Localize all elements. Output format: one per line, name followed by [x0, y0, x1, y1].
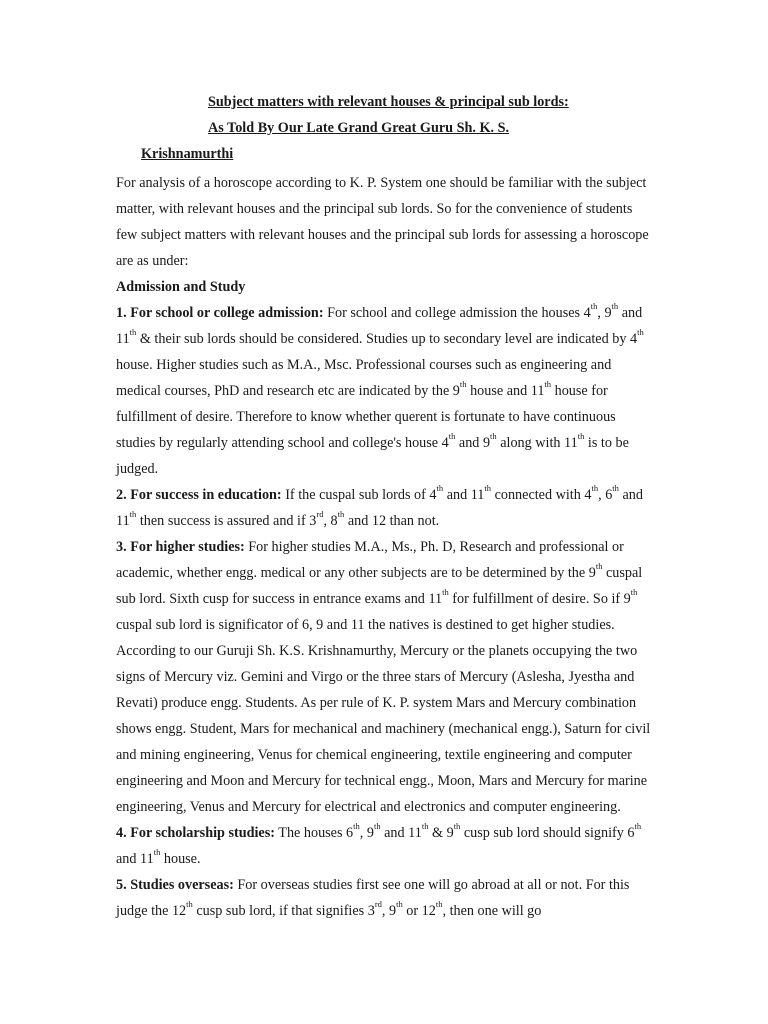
item-label: 1. For school or college admission:: [116, 305, 324, 321]
document-subtitle: As Told By Our Late Grand Great Guru Sh. K. S.: [208, 120, 510, 136]
item-label: 4. For scholarship studies:: [116, 825, 275, 841]
document-body: [116, 170, 654, 924]
item-scholarship-studies: 4. For scholarship studies: The houses 6th, 9th and 11th & 9th cusp sub lord should signify 6th and 11th house.: [116, 821, 642, 867]
item-label: 5. Studies overseas:: [116, 877, 234, 893]
item-studies-overseas: 5. Studies overseas: For overseas studies first see one will go abroad at all or not. For this judge the 12th cusp sub lord, if that signifies 3rd, 9th or 12th, then one will go: [116, 877, 630, 919]
section-heading: Admission and Study: [116, 279, 246, 295]
document-author: Krishnamurthi: [141, 146, 234, 162]
item-school-admission: 1. For school or college admission: For school and college admission the houses 4th, 9th and 11th & their sub lords should be considered. Studies up to secondary level are indicated by 4th house. Higher studies such as M.A., Msc. Professional courses such as engineering and medical courses, PhD and research etc are indicated by the 9th house and 11th house for fulfillment of desire. Therefore to know whether querent is fortunate to have continuous studies by regularly attending school and college's house 4th and 9th along with 11th is to be judged.: [116, 301, 644, 477]
document-title: Subject matters with relevant houses & principal sub lords:: [208, 94, 569, 110]
item-success-education: 2. For success in education: If the cuspal sub lords of 4th and 11th connected with 4th, 6th and 11th then success is assured and if 3rd, 8th and 12 than not.: [116, 483, 643, 529]
intro-paragraph: For analysis of a horoscope according to K. P. System one should be familiar with the subject matter, with relevant houses and the principal sub lords. So for the convenience of students few subject matters with relevant houses and the principal sub lords for assessing a horoscope are as under:: [116, 175, 649, 269]
item-label: 2. For success in education:: [116, 487, 282, 503]
item-higher-studies: 3. For higher studies: For higher studies M.A., Ms., Ph. D, Research and professional or academic, whether engg. medical or any other subjects are to be determined by the 9th cuspal sub lord. Sixth cusp for success in entrance exams and 11th for fulfillment of desire. So if 9th cuspal sub lord is significator of 6, 9 and 11 the natives is destined to get higher studies. According to our Guruji Sh. K.S. Krishnamurthy, Mercury or the planets occupying the two signs of Mercury viz. Gemini and Virgo or the three stars of Mercury (Aslesha, Jyestha and Revati) produce engg. Students. As per rule of K. P. system Mars and Mercury combination shows engg. Student, Mars for mechanical and machinery (mechanical engg.), Saturn for civil and mining engineering, Venus for chemical engineering, textile engineering and computer engineering and Moon and Mercury for technical engg., Moon, Mars and Mercury for marine engineering, Venus and Mercury for electrical and electronics and computer engineering.: [116, 539, 651, 815]
item-label: 3. For higher studies:: [116, 539, 245, 555]
